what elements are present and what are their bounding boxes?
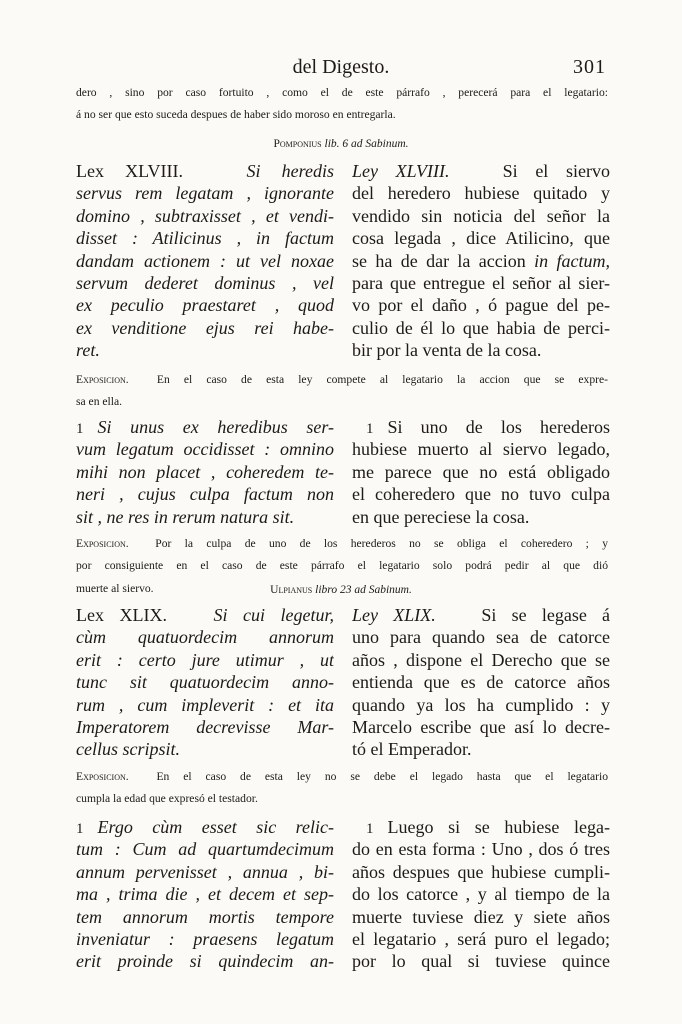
text-line: cosa legada , dice Atilicino, que (352, 228, 610, 249)
lex49-latin (76, 604, 334, 761)
text-fragment: Si uno de los herederos (387, 417, 610, 437)
text-fragment: Si el siervo (502, 161, 610, 181)
citation-author: Pomponius (273, 138, 322, 150)
text-line: me parece que no está obligado (352, 461, 610, 482)
text-line: Imperatorem decrevisse Mar- (76, 716, 334, 737)
text-line: inveniatur : praesens legatum (76, 928, 334, 949)
exposition (76, 373, 608, 418)
law-heading: Lex XLIX. (76, 605, 167, 625)
par49-1-latin (76, 816, 334, 973)
text-line: del heredero hubiese quitado y (352, 183, 610, 204)
lex48-latin (76, 160, 334, 362)
text-line: neri , cujus culpa factum non (76, 484, 334, 505)
text-line (352, 160, 610, 182)
text-fragment: Si cui legetur, (213, 605, 334, 625)
text-line: do en esta forma : Uno , dos ó tres (352, 839, 610, 860)
paragraph-number: 1 (76, 821, 84, 837)
text-fragment: Si unus ex heredibus ser- (97, 417, 334, 437)
text-line: el coheredero que no tuvo culpa (352, 484, 610, 505)
law-heading: Lex XLVIII. (76, 161, 183, 181)
text-line: por lo qual si tuviese quince (352, 951, 610, 972)
text-fragment: Si heredis (246, 161, 334, 181)
text-line: Marcelo escribe que así lo decre- (352, 716, 610, 737)
text-line: en que pereciese la cosa. (352, 506, 530, 527)
text-line (76, 816, 334, 838)
law-heading: Ley XLIX. (352, 605, 436, 625)
text-line: vo por el daño , ó pague del pe- (352, 295, 610, 316)
text-line: dandam actionem : ut vel noxae (76, 250, 334, 271)
text-line: el legatario , será puro el legado; (352, 928, 610, 949)
text-fragment: Luego si se hubiese lega- (387, 817, 610, 837)
text-line: ret. (76, 340, 100, 361)
exposition-line: muerte al siervo. (76, 581, 154, 595)
citation-book: libro 23 ad Sabinum. (315, 584, 412, 596)
text-line: tunc sit quatuordecim anno- (76, 672, 334, 693)
text-fragment: se ha de dar la accion (352, 250, 535, 271)
text-line (352, 604, 610, 626)
text-line: erit proinde si quindecim an- (76, 951, 334, 972)
exposition-line: por consiguiente en el caso de este párrafo el legatario solo podrá pedir al que dió (76, 559, 608, 573)
text-line: quando ya los ha cumplido : y (352, 694, 610, 715)
text-line: do los catorce , y al tiempo de la (352, 884, 610, 905)
text-line: annum pervenisset , annua , bi- (76, 861, 334, 882)
text-line: entienda que es de catorce años (352, 672, 610, 693)
text-line: domino , subtraxisset , et vendi- (76, 205, 334, 226)
text-line: mihi non placet , coheredem te- (76, 461, 334, 482)
exposition-label: Exposicion. (76, 373, 129, 386)
text-line: culio de él lo que habia de perci- (352, 317, 610, 338)
text-fragment: in factum, (534, 250, 610, 271)
text-line (76, 160, 334, 182)
law-heading: Ley XLVIII. (352, 161, 450, 181)
top-note-line: á no ser que esto suceda despues de haber sido moroso en entregarla. (76, 108, 396, 122)
exposition-line: cumpla la edad que expresó el testador. (76, 792, 258, 806)
text-line: rum , cum impleverit : et ita (76, 694, 334, 715)
text-line: vendido sin noticia del señor la (352, 205, 610, 226)
citation-author: Ulpianus (270, 584, 313, 596)
text-line: disset : Atilicinus , in factum (76, 228, 334, 249)
text-line (352, 816, 610, 838)
text-line: años despues que hubiese cumpli- (352, 861, 610, 882)
page-number: 301 (573, 56, 606, 78)
text-line: vum legatum occidisset : omnino (76, 439, 334, 460)
paragraph-number: 1 (76, 421, 84, 437)
lex49-spanish (352, 604, 610, 761)
par49-1-spanish (352, 816, 610, 973)
text-line: tó el Emperador. (352, 739, 472, 760)
exposition (76, 770, 608, 815)
text-fragment: En el caso de esta ley compete al legatario la accion que se expre- (156, 373, 608, 386)
exposition-line (76, 373, 608, 395)
text-line: años , dispone el Derecho que se (352, 649, 610, 670)
text-line: muerte tuviese diez y siete años (352, 906, 610, 927)
text-line: bir por la venta de la cosa. (352, 340, 542, 361)
text-fragment: Por la culpa de uno de los herederos no se obliga el coheredero ; y (155, 537, 608, 550)
text-line: cùm quatuordecim annorum (76, 627, 334, 648)
text-line: uno para quando sea de catorce (352, 627, 610, 648)
exposition-line (76, 770, 608, 792)
paragraph-number: 1 (366, 821, 374, 837)
exposition-line (76, 537, 608, 559)
citation-book: lib. 6 ad Sabinum. (324, 138, 409, 150)
exposition-label: Exposicion. (76, 537, 129, 550)
exposition-label: Exposicion. (76, 770, 129, 783)
top-note (76, 86, 608, 131)
text-line: ex peculio praestaret , quod (76, 295, 334, 316)
exposition-line: sa en ella. (76, 395, 123, 409)
text-line (352, 416, 610, 438)
text-line (76, 416, 334, 438)
par48-1-spanish (352, 416, 610, 528)
text-line: sit , ne res in rerum natura sit. (76, 506, 295, 527)
text-fragment: Si se legase á (481, 605, 610, 625)
text-line: tem annorum mortis tempore (76, 906, 334, 927)
paragraph-number: 1 (366, 421, 374, 437)
top-note-line: dero , sino por caso fortuito , como el de este párrafo , perecerá para el legatario: (76, 86, 608, 99)
text-line (352, 250, 610, 272)
citation-pomponius (0, 138, 682, 150)
text-line: ma , trima die , et decem et sep- (76, 884, 334, 905)
text-fragment: En el caso de esta ley no se debe el legado hasta que el legatario (156, 770, 608, 783)
par48-1-latin (76, 416, 334, 528)
text-line: ex venditione ejus rei habe- (76, 317, 334, 338)
text-line: para que entregue el señor al sier- (352, 272, 610, 293)
text-fragment: Ergo cùm esset sic relic- (97, 817, 334, 837)
text-line: servus rem legatam , ignorante (76, 183, 334, 204)
text-line: cellus scripsit. (76, 739, 180, 760)
text-line (76, 604, 334, 626)
lex48-spanish (352, 160, 610, 362)
text-line: erit : certo jure utimur , ut (76, 649, 334, 670)
text-line: servum dederet dominus , vel (76, 272, 334, 293)
running-title: del Digesto. (292, 56, 390, 78)
page-header (0, 56, 682, 82)
citation-ulpianus (0, 584, 682, 596)
text-line: tum : Cum ad quartumdecimum (76, 839, 334, 860)
text-line: hubiese muerto al siervo legado, (352, 439, 610, 460)
